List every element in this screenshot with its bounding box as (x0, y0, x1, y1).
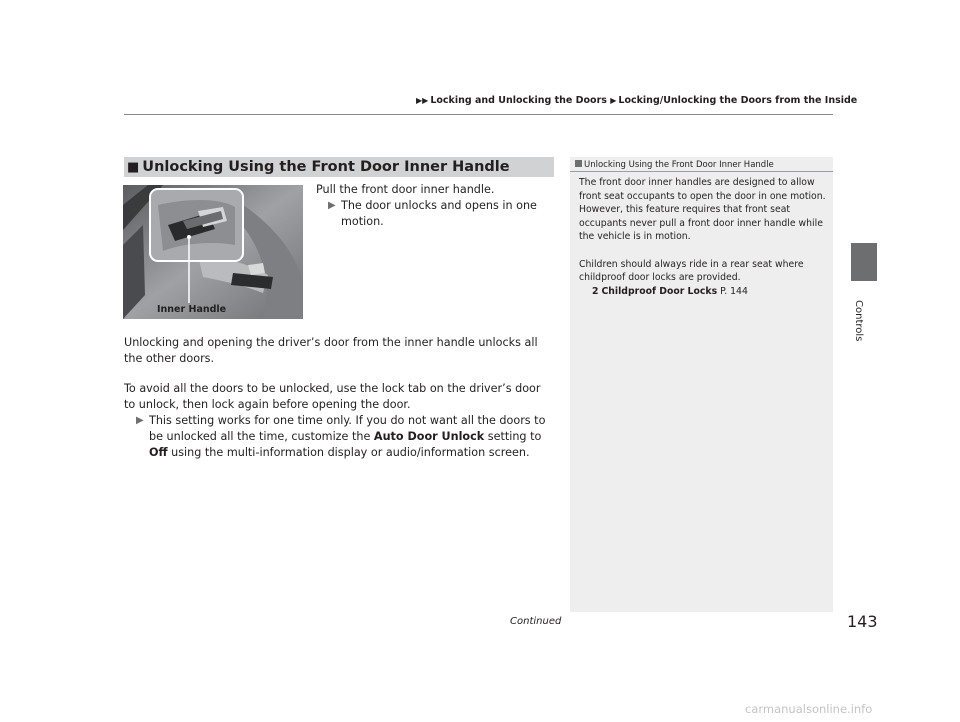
instruction-text: Pull the front door inner handle. (316, 183, 495, 196)
side-note-paragraph-2: Children should always ride in a rear seat where childproof door locks are provided. (579, 258, 804, 284)
side-note-body (579, 176, 829, 298)
reference-arrow-icon: 2 (592, 285, 599, 297)
reference-link-title: Childproof Door Locks (601, 285, 718, 297)
setting-note-middle: setting to (484, 430, 542, 443)
setting-name: Auto Door Unlock (373, 430, 485, 443)
door-handle-photo-icon (123, 185, 303, 319)
setting-value: Off (149, 446, 168, 459)
setting-note-suffix: using the multi-information display or audio/information screen. (167, 446, 530, 459)
breadcrumb-part-2: Locking/Unlocking the Doors from the Inside (618, 95, 858, 106)
chapter-tab-marker (851, 243, 877, 281)
breadcrumb-arrow-icon: ▶▶ (416, 96, 429, 105)
breadcrumb-part-1: Locking and Unlocking the Doors (430, 95, 607, 106)
setting-note-prefix: This setting works for one time only. If you do not want all the doors to be unlocked all the time, customize the (149, 414, 546, 443)
chapter-tab-label: Controls (853, 300, 864, 342)
note-icon (575, 160, 582, 167)
section-heading-bar (124, 157, 554, 177)
side-note-heading-text: Unlocking Using the Front Door Inner Handle (584, 160, 774, 170)
triangle-right-icon: ▶ (328, 200, 336, 211)
paragraph-avoid-text: To avoid all the doors to be unlocked, use the lock tab on the driver’s door to unlock, then lock again before opening the door. (124, 382, 541, 411)
reference-link-page: P. 144 (720, 285, 748, 297)
breadcrumb-separator-icon: ▶ (610, 96, 617, 105)
instruction-result-text: The door unlocks and opens in one motion. (341, 199, 537, 228)
instruction-result (328, 198, 552, 230)
door-handle-illustration (123, 185, 303, 319)
paragraph-avoid-unlock (124, 381, 554, 461)
paragraph-all-doors: Unlocking and opening the driver’s door from the inner handle unlocks all the other doors. (124, 336, 538, 365)
triangle-right-icon: ▶ (136, 415, 144, 426)
setting-note (136, 413, 554, 461)
instruction-block (316, 182, 552, 230)
square-bullet-icon: ■ (127, 159, 140, 175)
continued-label: Continued (510, 616, 562, 627)
side-note-heading (575, 160, 774, 170)
inner-handle-callout: Inner Handle (157, 304, 227, 315)
section-title: Unlocking Using the Front Door Inner Handle (142, 159, 510, 175)
watermark: carmanualsonline.info (745, 702, 873, 716)
breadcrumb (416, 95, 857, 106)
side-note-divider (570, 171, 833, 172)
page-number: 143 (847, 612, 878, 631)
side-note-paragraph-1: The front door inner handles are designed to allow front seat occupants to open the door in one motion. However, this feature requires that front seat occupants never pull a front door inner handle while the vehicle is in motion. (579, 177, 826, 243)
header-divider (124, 114, 833, 115)
childproof-locks-reference-link[interactable] (579, 285, 829, 299)
